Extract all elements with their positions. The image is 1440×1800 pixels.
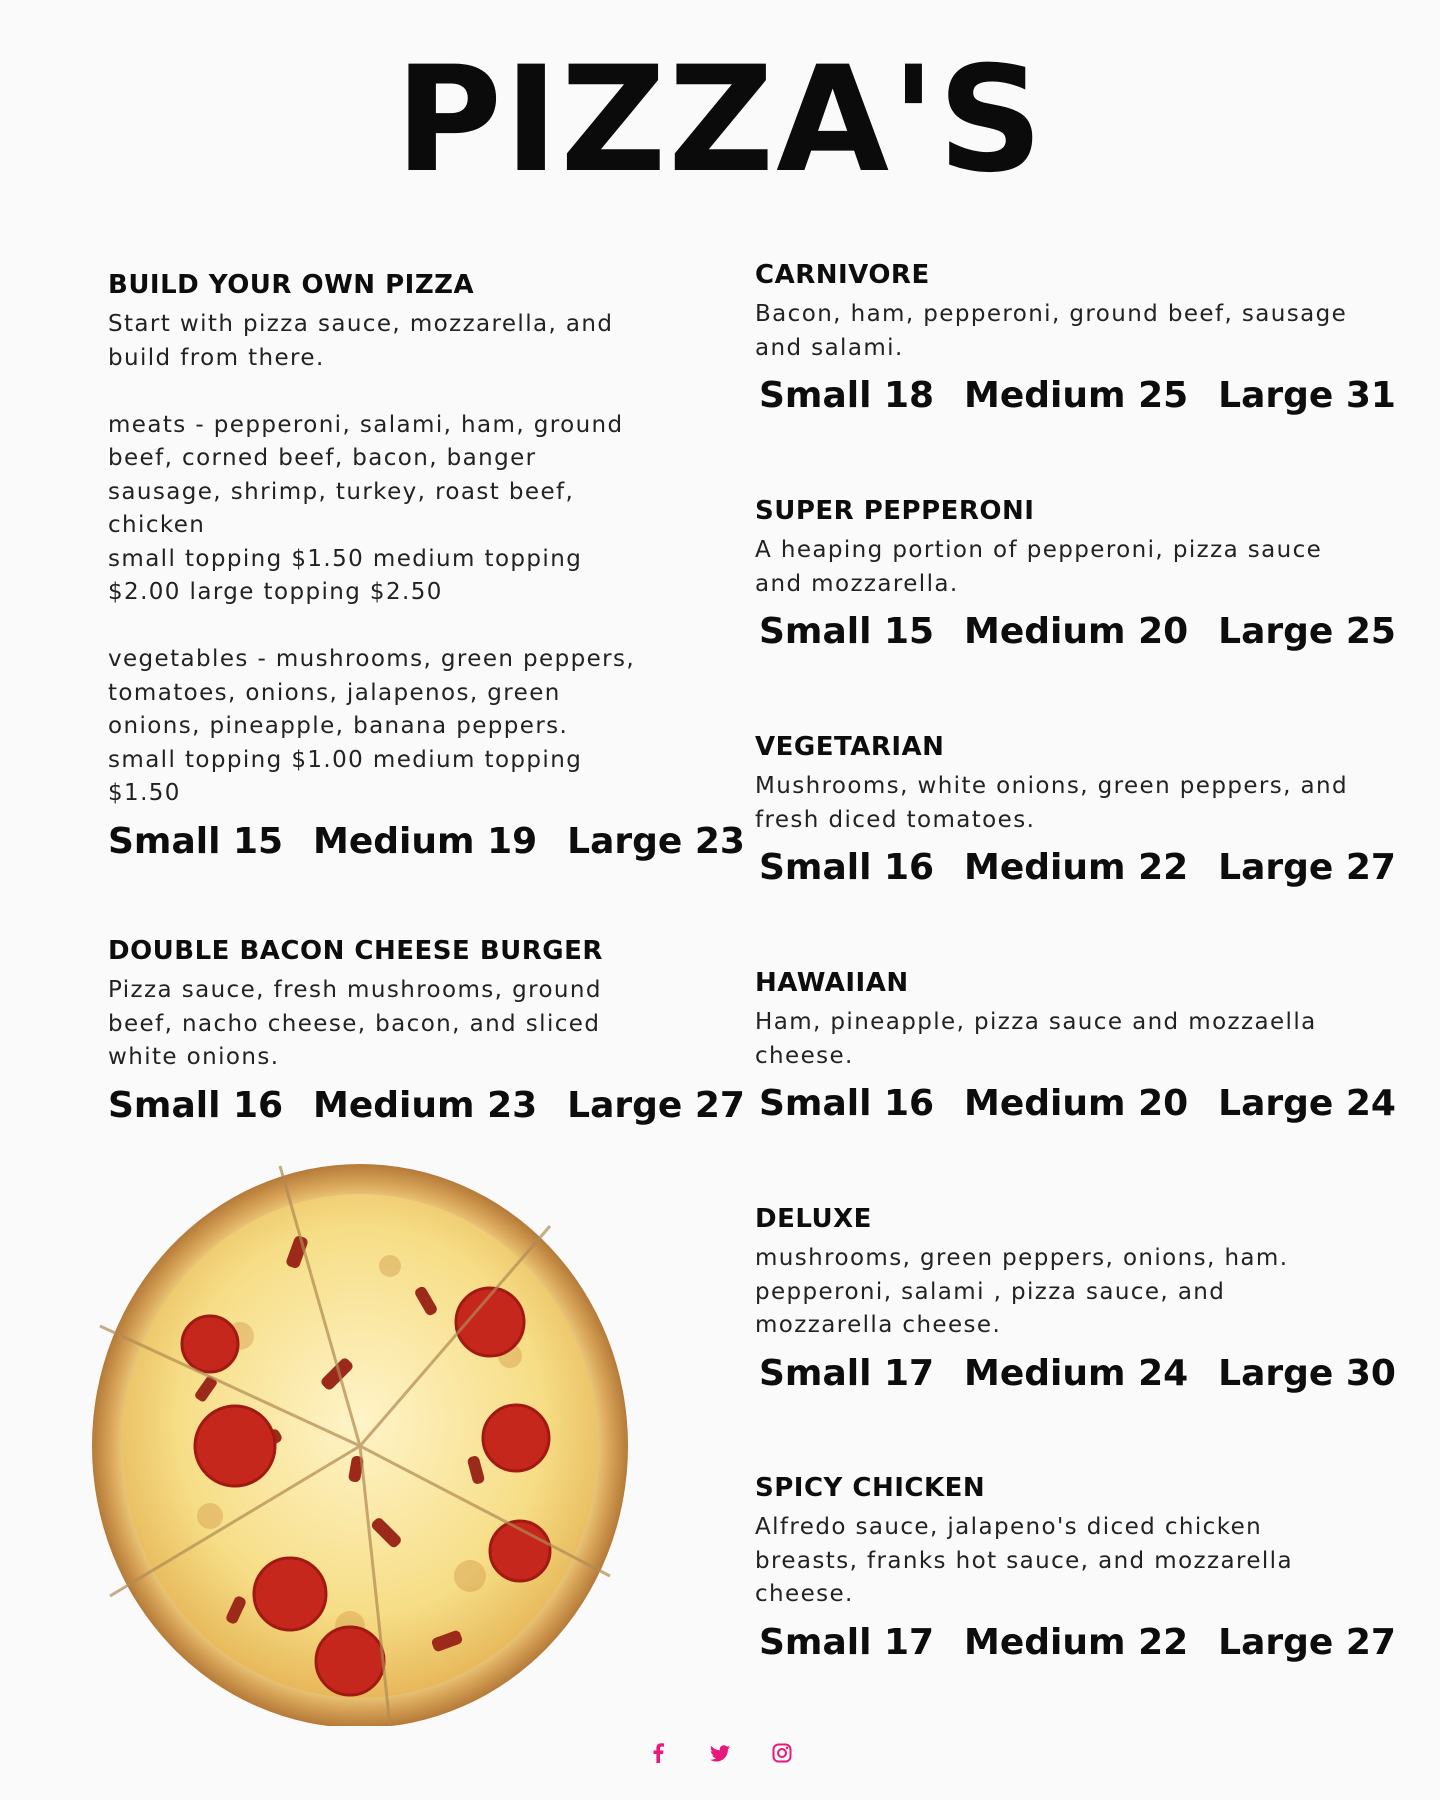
- price-large: Large 27: [1218, 847, 1396, 888]
- price-small: Small 18: [759, 375, 935, 416]
- facebook-icon[interactable]: [647, 1742, 669, 1764]
- menu-item-double-bacon-cheese-burger: [108, 934, 745, 1129]
- menu-item-description: Start with pizza sauce, mozzarella, and build from there. meats - pepperoni, salami, ham, ground beef, corned beef, bacon, banger sausage, shrimp, turkey, roast beef, chicken small topping $1.50 medium topping $2.00 large topping $2.50 vegetables - mushrooms, green peppers, tomatoes, onions, jalapenos, green onions, pineapple, banana peppers. small topping $1.00 medium topping $1.50: [108, 311, 636, 806]
- price-row: [755, 609, 1396, 655]
- price-medium: Medium 20: [964, 611, 1189, 652]
- pizza-illustration: [90, 1156, 630, 1726]
- price-small: Small 16: [759, 1083, 935, 1124]
- price-large: Large 25: [1218, 611, 1396, 652]
- price-row: [755, 1081, 1396, 1127]
- price-small: Small 16: [759, 847, 935, 888]
- price-large: Large 30: [1218, 1352, 1396, 1394]
- twitter-icon[interactable]: [709, 1742, 731, 1764]
- price-medium: Medium 25: [964, 375, 1189, 416]
- menu-item-description: Alfredo sauce, jalapeno's diced chicken breasts, franks hot sauce, and mozzarella cheese.: [755, 1514, 1293, 1607]
- menu-item-title: SUPER PEPPERONI: [755, 496, 1035, 526]
- price-large: Large 31: [1218, 375, 1396, 416]
- price-medium: Medium 22: [964, 847, 1189, 888]
- menu-item-carnivore: [755, 258, 1396, 419]
- price-small: Small 15: [759, 611, 935, 652]
- menu-item-title: DELUXE: [755, 1204, 872, 1234]
- menu-item-description: A heaping portion of pepperoni, pizza sauce and mozzarella.: [755, 537, 1323, 597]
- menu-item-super-pepperoni: [755, 494, 1396, 655]
- price-medium: Medium 23: [313, 1084, 538, 1126]
- instagram-icon[interactable]: [771, 1742, 793, 1764]
- price-medium: Medium 20: [964, 1083, 1189, 1124]
- menu-item-title: HAWAIIAN: [755, 968, 909, 998]
- price-small: Small 16: [108, 1084, 284, 1126]
- menu-item-title: BUILD YOUR OWN PIZZA: [108, 270, 475, 300]
- menu-item-vegetarian: [755, 730, 1396, 891]
- menu-item-deluxe: [755, 1202, 1396, 1397]
- price-medium: Medium 24: [964, 1352, 1189, 1394]
- price-small: Small 17: [759, 1621, 935, 1663]
- price-large: Large 24: [1218, 1083, 1396, 1124]
- price-small: Small 15: [108, 820, 284, 862]
- menu-item-description: Ham, pineapple, pizza sauce and mozzaella cheese.: [755, 1009, 1317, 1069]
- price-row: [755, 1351, 1396, 1397]
- page-title: PIZZA'S: [395, 35, 1045, 205]
- menu-item-title: VEGETARIAN: [755, 732, 945, 762]
- menu-item-title: CARNIVORE: [755, 260, 930, 290]
- price-row: [755, 845, 1396, 891]
- price-medium: Medium 22: [964, 1621, 1189, 1663]
- menu-item-description: Mushrooms, white onions, green peppers, and fresh diced tomatoes.: [755, 773, 1349, 833]
- price-large: Large 27: [1218, 1621, 1396, 1663]
- price-medium: Medium 19: [313, 820, 538, 862]
- price-small: Small 17: [759, 1352, 935, 1394]
- price-row: [108, 819, 745, 865]
- price-row: [755, 373, 1396, 419]
- menu-item-title: SPICY CHICKEN: [755, 1473, 986, 1503]
- menu-item-build-your-own: [108, 268, 745, 865]
- menu-item-description: Bacon, ham, pepperoni, ground beef, sausage and salami.: [755, 301, 1348, 361]
- menu-item-description: mushrooms, green peppers, onions, ham. pepperoni, salami , pizza sauce, and mozzarella cheese.: [755, 1245, 1289, 1338]
- menu-item-description: Pizza sauce, fresh mushrooms, ground beef, nacho cheese, bacon, and sliced white onions.: [108, 977, 602, 1070]
- menu-item-spicy-chicken: [755, 1471, 1396, 1666]
- price-row: [108, 1083, 745, 1129]
- pizza-photo: [90, 1156, 630, 1726]
- price-large: Large 23: [567, 820, 745, 862]
- price-large: Large 27: [567, 1084, 745, 1126]
- price-row: [755, 1620, 1396, 1666]
- menu-item-title: DOUBLE BACON CHEESE BURGER: [108, 936, 603, 966]
- social-links: [0, 1742, 1440, 1764]
- menu-item-hawaiian: [755, 966, 1396, 1127]
